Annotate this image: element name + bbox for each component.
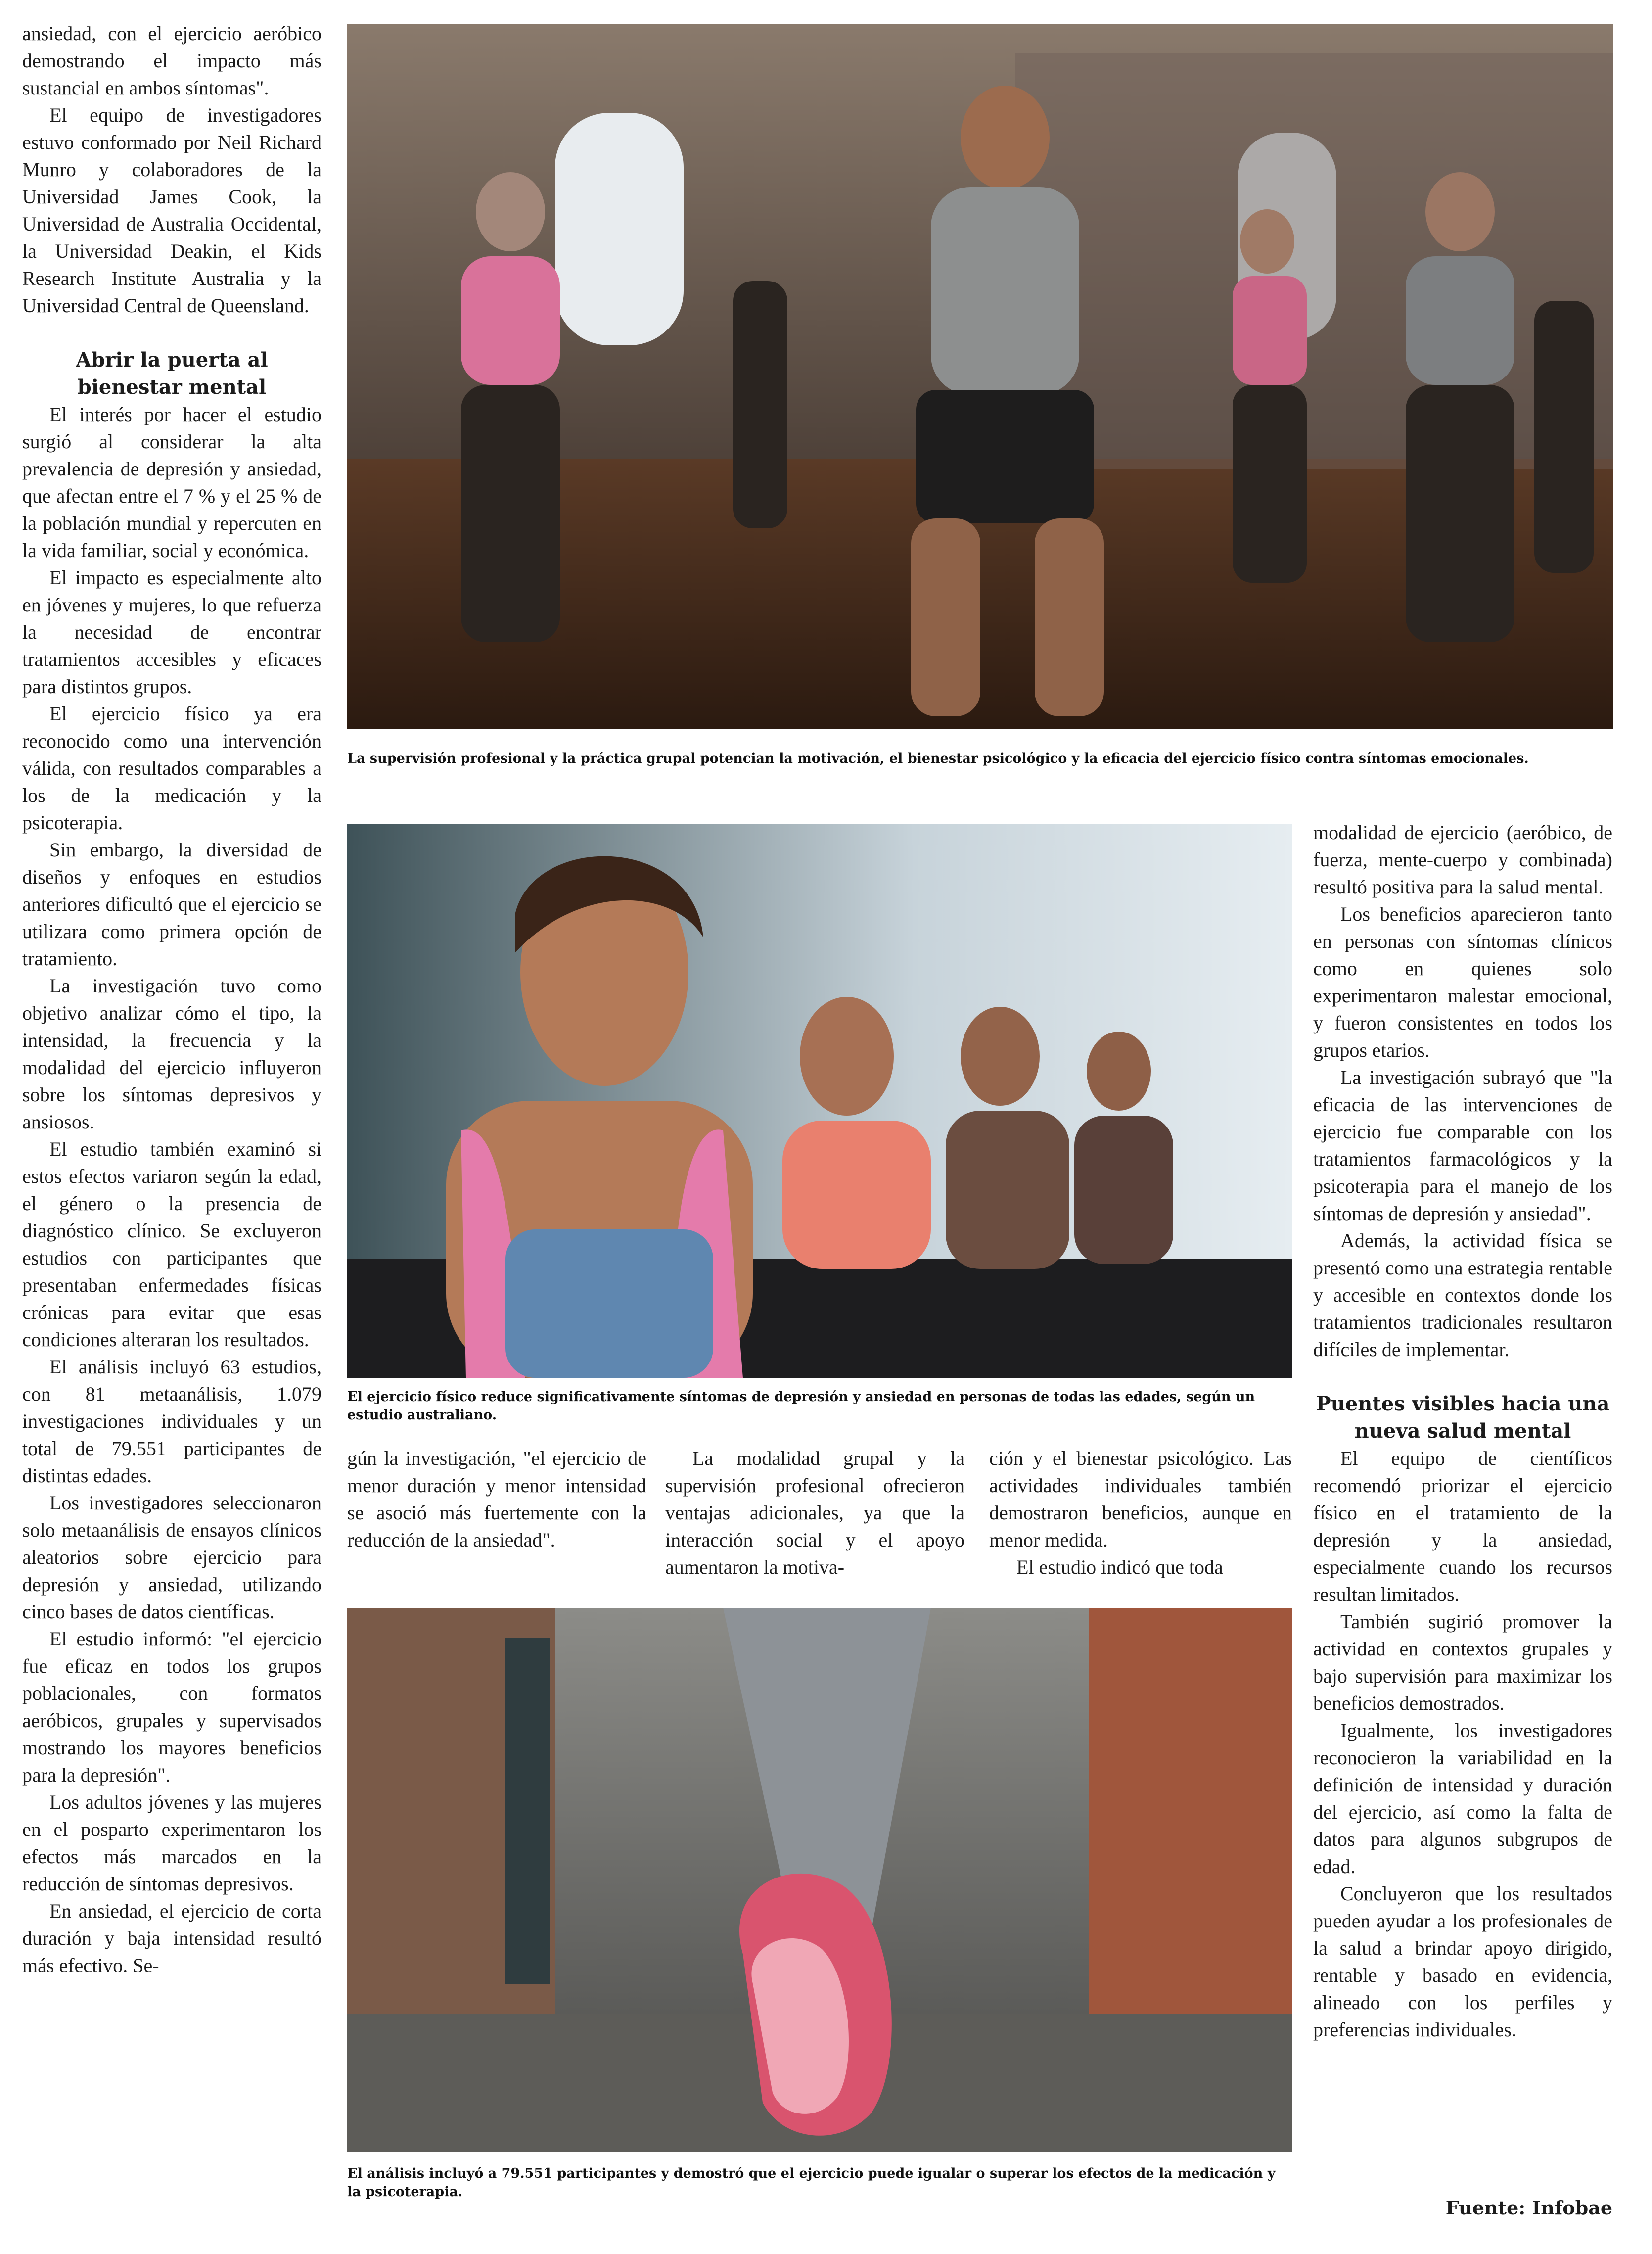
right-paragraph: El equipo de científicos recomendó priorizar el ejercicio físico en el tratamiento de la depresión y la ansiedad, especialmente cuando los recursos resultan limitados. <box>1313 1447 1612 1605</box>
left-paragraph: El estudio informó: "el ejercicio fue eficaz en todos los grupos poblacionales, con formatos aeróbicos, grupales y supervisados mostrando los mayores beneficios para la depresión". <box>22 1628 321 1786</box>
section-heading-abrir: Abrir la puerta al bienestar mental <box>76 348 268 399</box>
middle-c-paragraph: ción y el bienestar psicológico. Las actividades individuales también demostraron beneficios, aunque en menor medida. <box>989 1447 1292 1551</box>
middle-c-paragraph: El estudio indicó que toda <box>1016 1556 1223 1578</box>
left-paragraph: Los adultos jóvenes y las mujeres en el posparto experimentaron los efectos más marcados en la reducción de síntomas depresivos. <box>22 1791 321 1895</box>
caption-bottom-photo: El análisis incluyó a 79.551 participantes y demostró que el ejercicio puede igualar o superar los efectos de la medicación y la psicoterapia. <box>347 2166 1276 2200</box>
left-paragraph: En ansiedad, el ejercicio de corta duración y baja intensidad resultó más efectivo. Se- <box>22 1900 321 1976</box>
middle-b-paragraph: La modalidad grupal y la supervisión profesional ofrecieron ventajas adicionales, ya que la interacción social y el apoyo aumentaron la motiva- <box>665 1447 964 1578</box>
right-paragraph: Los beneficios aparecieron tanto en personas con síntomas clínicos como en quienes solo experimentaron malestar emocional, y fueron consistentes en todos los grupos etarios. <box>1313 903 1612 1061</box>
left-paragraph: Sin embargo, la diversidad de diseños y enfoques en estudios anteriores dificultó que el ejercicio se utilizara como primera opción de tratamiento. <box>22 839 321 970</box>
middle-column-b <box>665 1445 964 1578</box>
right-column <box>1313 819 1612 2189</box>
left-intro-1: ansiedad, con el ejercicio aeróbico demostrando el impacto más sustancial en ambos síntomas". <box>22 22 321 99</box>
photo-group-exercise <box>347 24 1613 729</box>
right-paragraph: También sugirió promover la actividad en contextos grupales y bajo supervisión para maximizar los beneficios demostrados. <box>1313 1610 1612 1714</box>
source-credit: Fuente: Infobae <box>1445 2197 1612 2219</box>
caption-top-photo: La supervisión profesional y la práctica grupal potencian la motivación, el bienestar psicológico y la eficacia del ejercicio físico contra síntomas emocionales. <box>347 751 1529 766</box>
left-paragraph: El interés por hacer el estudio surgió al considerar la alta prevalencia de depresión y ansiedad, que afectan entre el 7 % y el 25 % de la población mundial y repercuten en la vida familiar, social y económica. <box>22 403 321 562</box>
photo-running-shoe <box>347 1608 1292 2152</box>
left-paragraph: El análisis incluyó 63 estudios, con 81 metaanálisis, 1.079 investigaciones individuales y un total de 79.551 participantes de distintas edades. <box>22 1356 321 1487</box>
right-paragraph: Igualmente, los investigadores reconocieron la variabilidad en la definición de intensidad y duración del ejercicio, así como la falta de datos para algunos subgrupos de edad. <box>1313 1719 1612 1878</box>
left-paragraph: El impacto es especialmente alto en jóvenes y mujeres, lo que refuerza la necesidad de encontrar tratamientos accesibles y eficaces para distintos grupos. <box>22 566 321 698</box>
left-paragraph: El ejercicio físico ya era reconocido como una intervención válida, con resultados comparables a los de la medicación y la psicoterapia. <box>22 703 321 834</box>
left-intro-2: El equipo de investigadores estuvo conformado por Neil Richard Munro y colaboradores de la Universidad James Cook, la Universidad de Australia Occidental, la Universidad Deakin, el Kids Research Institute Australia y la Universidad Central de Queensland. <box>22 104 321 317</box>
right-paragraph: Concluyeron que los resultados pueden ayudar a los profesionales de la salud a brindar apoyo dirigido, rentable y basado en evidencia, alineado con los perfiles y preferencias individuales. <box>1313 1882 1612 2041</box>
right-paragraph: La investigación subrayó que "la eficacia de las intervenciones de ejercicio fue comparable con los tratamientos farmacológicos y la psicoterapia para el manejo de los síntomas de depresión y ansiedad". <box>1313 1066 1612 1224</box>
photo-spin-class <box>347 824 1292 1378</box>
left-column <box>22 20 321 2236</box>
right-paragraph: modalidad de ejercicio (aeróbico, de fuerza, mente-cuerpo y combinada) resultó positiva para la salud mental. <box>1313 821 1612 898</box>
left-paragraph: El estudio también examinó si estos efectos variaron según la edad, el género o la presencia de diagnóstico clínico. Se excluyeron estudios con participantes que presentaban enfermedades físicas crónicas para evitar que esas condiciones alteraran los resultados. <box>22 1138 321 1351</box>
middle-column-a <box>347 1445 646 1558</box>
left-paragraph: Los investigadores seleccionaron solo metaanálisis de ensayos clínicos aleatorios sobre ejercicio para depresión y ansiedad, utilizando cinco bases de datos científicas. <box>22 1492 321 1623</box>
right-paragraph: Además, la actividad física se presentó como una estrategia rentable y accesible en contextos donde los tratamientos tradicionales resultaron difíciles de implementar. <box>1313 1229 1612 1361</box>
section-heading-puentes: Puentes visibles hacia una nueva salud mental <box>1316 1392 1610 1443</box>
left-paragraph: La investigación tuvo como objetivo analizar cómo el tipo, la intensidad, la frecuencia y la modalidad del ejercicio influyeron sobre los síntomas depresivos y ansiosos. <box>22 975 321 1133</box>
caption-middle-photo: El ejercicio físico reduce significativamente síntomas de depresión y ansiedad en personas de todas las edades, según un estudio australiano. <box>347 1389 1255 1423</box>
middle-a-paragraph: gún la investigación, "el ejercicio de menor duración y menor intensidad se asoció más fuertemente con la reducción de la ansiedad". <box>347 1447 646 1551</box>
middle-column-c <box>989 1445 1292 1578</box>
